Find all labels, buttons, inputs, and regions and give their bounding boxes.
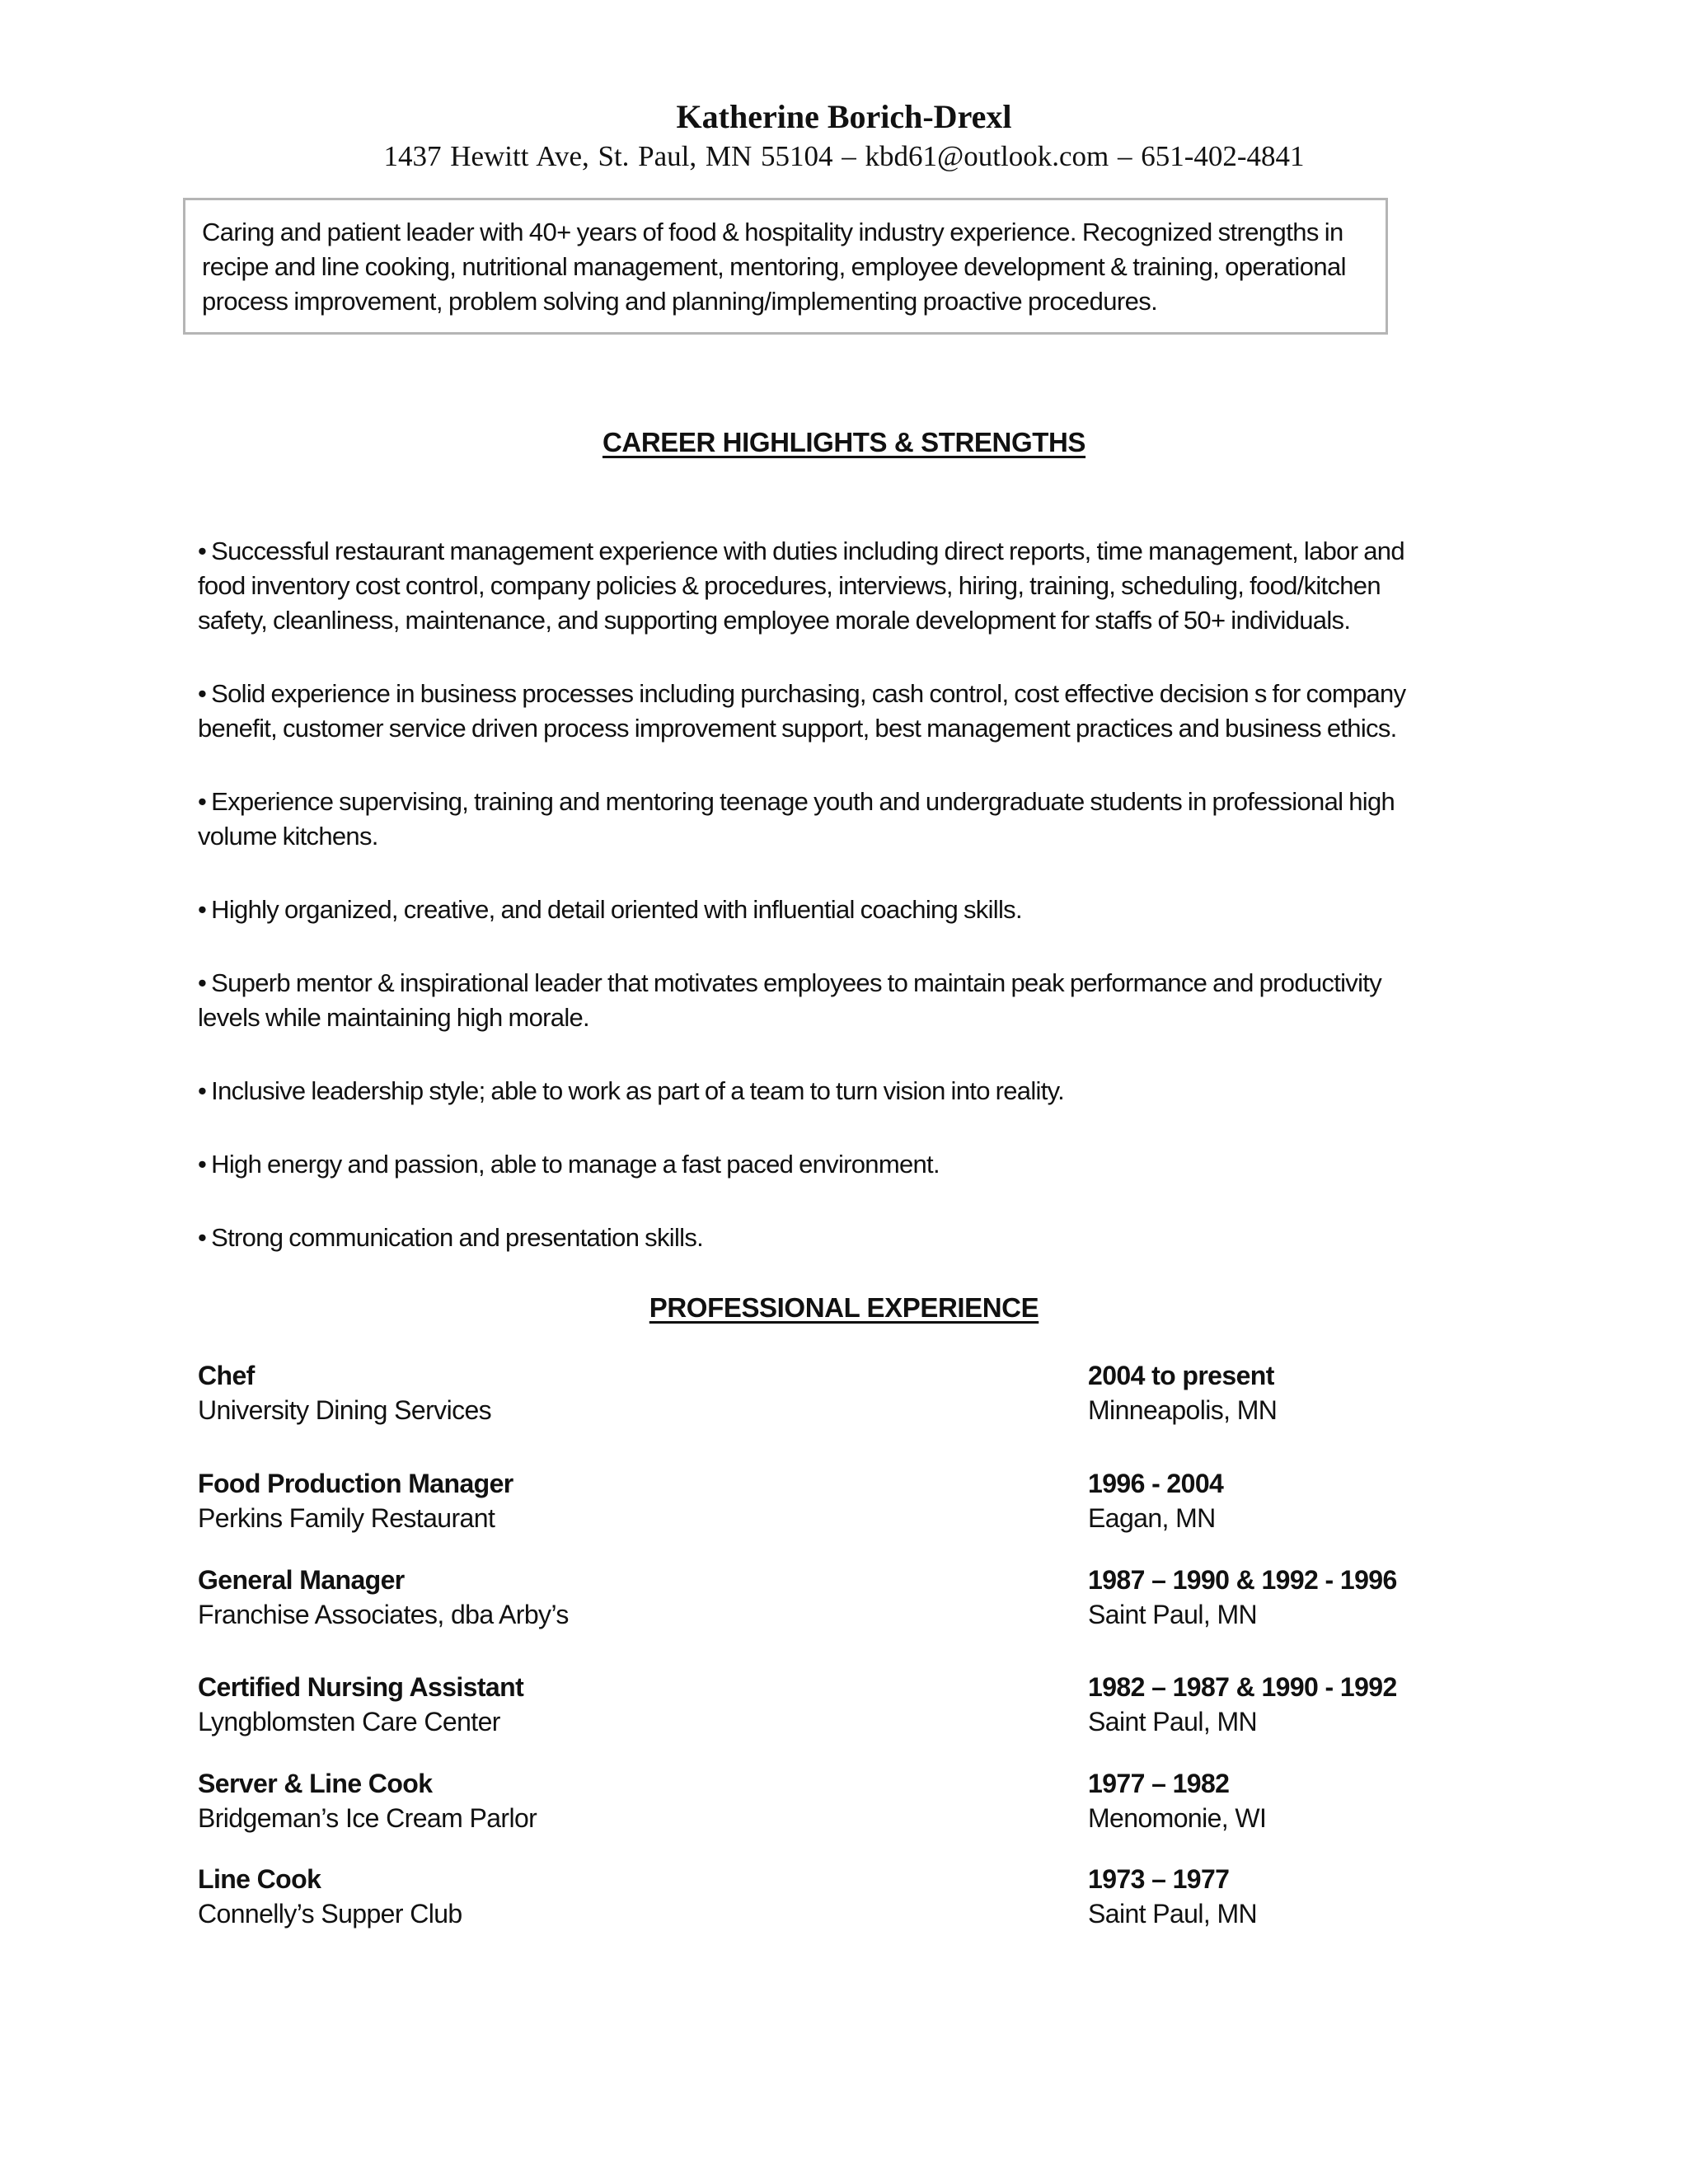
- highlight-item: [198, 1221, 1484, 1255]
- bullet-icon: •: [198, 1223, 207, 1252]
- job-title: Food Production Manager: [198, 1469, 513, 1498]
- summary-line: process improvement, problem solving and planning/implementing proactive procedures.: [202, 287, 1158, 316]
- job-employer: Lyngblomsten Care Center: [198, 1707, 500, 1736]
- job-location: Saint Paul, MN: [1088, 1600, 1258, 1629]
- bullet-icon: •: [198, 968, 207, 997]
- highlight-line: food inventory cost control, company policies & procedures, interviews, hiring, training, scheduling, food/kitchen: [198, 571, 1381, 600]
- highlight-line: volume kitchens.: [198, 822, 378, 851]
- highlight-line: levels while maintaining high morale.: [198, 1003, 589, 1032]
- job-employer: University Dining Services: [198, 1395, 492, 1425]
- bullet-icon: •: [198, 787, 207, 816]
- job-entry: [198, 1766, 1484, 1840]
- highlight-line: Successful restaurant management experience with duties including direct reports, time management, labor and: [211, 537, 1404, 565]
- summary-box: [183, 198, 1388, 335]
- summary-line: Caring and patient leader with 40+ years of food & hospitality industry experience. Recognized strengths in: [202, 218, 1343, 246]
- highlight-item: [198, 534, 1484, 638]
- job-employer: Bridgeman’s Ice Cream Parlor: [198, 1803, 537, 1833]
- job-employer: Franchise Associates, dba Arby’s: [198, 1600, 569, 1629]
- bullet-icon: •: [198, 1076, 207, 1105]
- highlight-line: Highly organized, creative, and detail oriented with influential coaching skills.: [211, 895, 1022, 924]
- highlight-item: [198, 1147, 1484, 1182]
- highlight-item: [198, 893, 1484, 927]
- job-entry: [198, 1862, 1484, 1936]
- job-title: Chef: [198, 1361, 255, 1390]
- highlight-line: benefit, customer service driven process improvement support, best management practices and business ethics.: [198, 714, 1397, 743]
- contact-line: 1437 Hewitt Ave, St. Paul, MN 55104 – kbd61@outlook.com – 651-402-4841: [383, 140, 1305, 172]
- highlight-line: safety, cleanliness, maintenance, and supporting employee morale development for staffs of 50+ individuals.: [198, 606, 1351, 635]
- highlights-list: [198, 534, 1484, 1294]
- bullet-icon: •: [198, 537, 207, 565]
- job-entry: [198, 1670, 1484, 1744]
- candidate-name: Katherine Borich-Drexl: [676, 98, 1012, 135]
- highlight-line: Solid experience in business processes including purchasing, cash control, cost effective decision s for company: [211, 679, 1406, 708]
- job-dates: 1977 – 1982: [1088, 1769, 1230, 1798]
- job-dates: 1982 – 1987 & 1990 - 1992: [1088, 1672, 1397, 1702]
- job-entry: [198, 1563, 1484, 1637]
- job-dates: 1987 – 1990 & 1992 - 1996: [1088, 1565, 1397, 1595]
- job-location: Eagan, MN: [1088, 1503, 1216, 1533]
- professional-experience-heading: PROFESSIONAL EXPERIENCE: [649, 1292, 1039, 1323]
- highlight-line: Inclusive leadership style; able to work as part of a team to turn vision into reality.: [211, 1076, 1065, 1105]
- highlight-item: [198, 966, 1484, 1035]
- job-location: Saint Paul, MN: [1088, 1899, 1258, 1929]
- job-dates: 2004 to present: [1088, 1361, 1274, 1390]
- job-title: Server & Line Cook: [198, 1769, 433, 1798]
- bullet-icon: •: [198, 895, 207, 924]
- highlight-item: [198, 1074, 1484, 1108]
- summary-line: recipe and line cooking, nutritional management, mentoring, employee development & training, operational: [202, 252, 1346, 281]
- job-title: Certified Nursing Assistant: [198, 1672, 524, 1702]
- job-employer: Perkins Family Restaurant: [198, 1503, 495, 1533]
- job-location: Menomonie, WI: [1088, 1803, 1267, 1833]
- bullet-icon: •: [198, 1150, 207, 1179]
- highlight-item: [198, 677, 1484, 746]
- job-employer: Connelly’s Supper Club: [198, 1899, 462, 1929]
- job-dates: 1996 - 2004: [1088, 1469, 1224, 1498]
- job-entry: [198, 1358, 1484, 1432]
- highlight-line: Experience supervising, training and mentoring teenage youth and undergraduate students in professional high: [211, 787, 1395, 816]
- job-location: Saint Paul, MN: [1088, 1707, 1258, 1736]
- job-location: Minneapolis, MN: [1088, 1395, 1278, 1425]
- highlight-line: Strong communication and presentation skills.: [211, 1223, 704, 1252]
- highlight-line: Superb mentor & inspirational leader that motivates employees to maintain peak performance and productivity: [211, 968, 1382, 997]
- highlight-item: [198, 785, 1484, 854]
- job-title: Line Cook: [198, 1864, 321, 1894]
- job-entry: [198, 1466, 1484, 1540]
- career-highlights-heading: CAREER HIGHLIGHTS & STRENGTHS: [602, 427, 1086, 457]
- job-dates: 1973 – 1977: [1088, 1864, 1230, 1894]
- job-title: General Manager: [198, 1565, 405, 1595]
- bullet-icon: •: [198, 679, 207, 708]
- highlight-line: High energy and passion, able to manage a fast paced environment.: [211, 1150, 940, 1179]
